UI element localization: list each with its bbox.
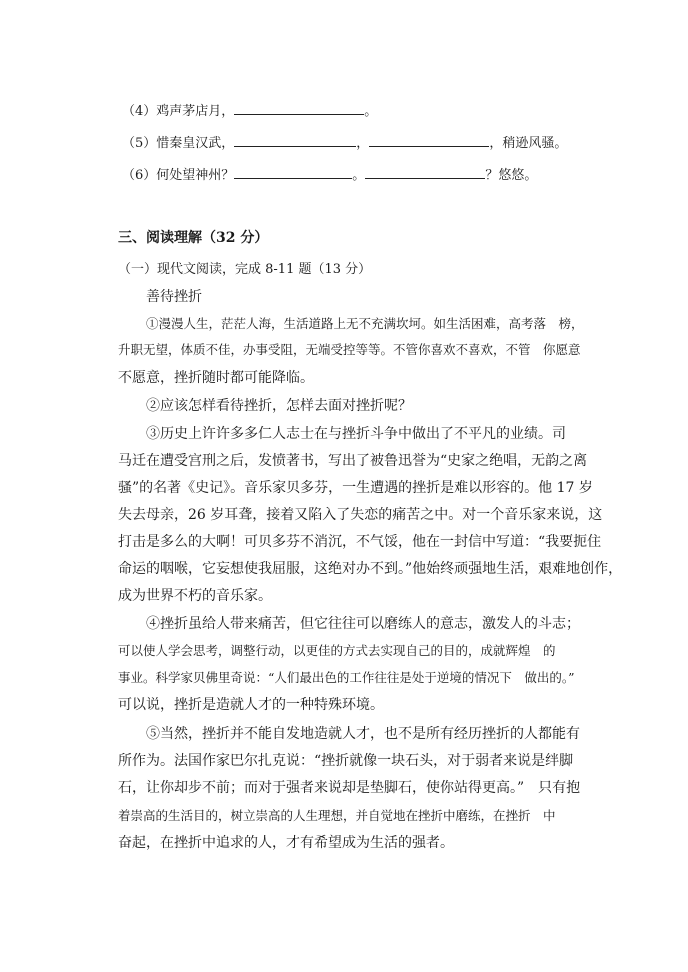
item-number: （5） — [122, 136, 157, 151]
paragraph-3-line: 马迁在遭受宫刑之后，发愤著书，写出了被鲁迅誉为“史家之绝唱，无韵之离 — [118, 453, 588, 469]
paragraph-4-line: ④挫折虽给人带来痛苦，但它往往可以磨练人的意志，激发人的斗志； — [146, 616, 580, 632]
paragraph-5-line: 石，让你却步不前；而对于强者来说却是垫脚石，使你站得更高。” 只有抱 — [118, 780, 581, 796]
paragraph-3-line: ③历史上许许多多仁人志士在与挫折斗争中做出了不平凡的业绩。司 — [146, 426, 566, 442]
paragraph-5-line: ⑤当然，挫折并不能自发地造就人才，也不是所有经历挫折的人都能有 — [146, 726, 580, 742]
passage-title: 善待挫折 — [146, 289, 202, 305]
paragraph-1-line: 升职无望，体质不佳，办事受阻，无端受控等等。不管你喜欢不喜欢，不管 你愿意 — [118, 342, 581, 357]
paragraph-4-line: 可以使人学会思考，调整行动，以更佳的方式去实现自己的目的，成就辉煌 的 — [118, 643, 556, 658]
item-number: （6） — [122, 168, 157, 183]
answer-blank[interactable] — [234, 134, 356, 147]
paragraph-3-line: 打击是多么的大啊！可贝多芬不消沉，不气馁，他在一封信中写道：“我要扼住 — [118, 534, 602, 550]
item-prefix: 惜秦皇汉武， — [156, 136, 235, 151]
section-subtitle: （一）现代文阅读，完成 8-11 题（13 分） — [118, 262, 372, 277]
paragraph-3-line: 成为世界不朽的音乐家。 — [118, 588, 272, 604]
answer-blank[interactable] — [369, 134, 489, 147]
item-separator: 。 — [352, 168, 366, 183]
paragraph-2-line: ②应该怎样看待挫折，怎样去面对挫折呢？ — [146, 398, 412, 414]
paragraph-5-line: 着崇高的生活目的，树立崇高的人生理想，并自觉地在挫折中磨练，在挫折 中 — [118, 808, 556, 823]
paragraph-3-line: 失去母亲，26 岁耳聋，接着又陷入了失恋的痛苦之中。对一个音乐家来说，这 — [118, 507, 603, 523]
item-suffix: ？悠悠。 — [485, 168, 538, 183]
fill-in-item-6 — [122, 166, 537, 186]
answer-blank[interactable] — [234, 102, 364, 115]
paragraph-3-line: 骚”的名著《史记》。音乐家贝多芬，一生遭遇的挫折是难以形容的。他 17 岁 — [118, 480, 593, 496]
answer-blank[interactable] — [365, 166, 485, 179]
paragraph-1-line: 不愿意，挫折随时都可能降临。 — [118, 370, 314, 386]
section-title: 三、阅读理解（32 分） — [118, 230, 269, 246]
fill-in-item-5 — [122, 134, 567, 154]
item-suffix: ，稍逊风骚。 — [489, 136, 568, 151]
fill-in-item-4 — [122, 102, 377, 122]
item-prefix: 鸡声茅店月， — [156, 104, 235, 119]
answer-blank[interactable] — [234, 166, 352, 179]
paragraph-3-line: 命运的咽喉，它妄想使我屈服，这绝对办不到。”他始终顽强地生活，艰难地创作， — [118, 561, 623, 577]
paragraph-5-line: 奋起，在挫折中追求的人，才有希望成为生活的强者。 — [118, 835, 454, 851]
paragraph-5-line: 所作为。法国作家巴尔扎克说：“挫折就像一块石头，对于弱者来说是绊脚 — [118, 753, 574, 769]
paragraph-1-line: ①漫漫人生，茫茫人海，生活道路上无不充满坎坷。如生活困难，高考落 榜， — [146, 316, 584, 331]
paragraph-4-line: 可以说，挫折是造就人才的一种特殊环境。 — [118, 697, 384, 713]
item-number: （4） — [122, 104, 157, 119]
item-separator: ， — [356, 136, 370, 151]
paragraph-4-line: 事业。科学家贝佛里奇说：“人们最出色的工作往往是处于逆境的情况下 做出的。” — [118, 670, 575, 685]
item-suffix: 。 — [364, 104, 378, 119]
item-prefix: 何处望神州？ — [156, 168, 235, 183]
